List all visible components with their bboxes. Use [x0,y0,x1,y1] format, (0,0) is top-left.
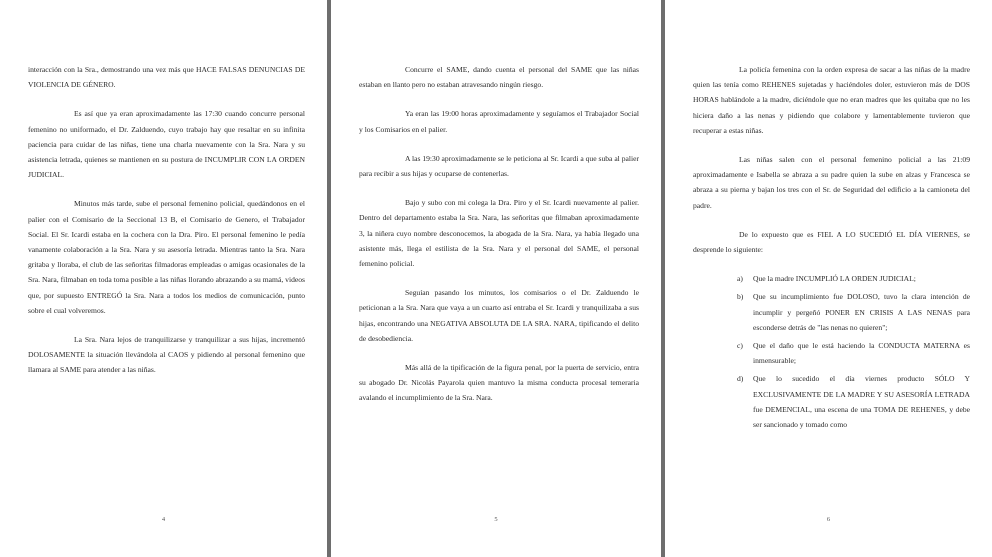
paragraph: La Sra. Nara lejos de tranquilizarse y tranquilizar a sus hijas, incrementó DOLOSAMENTE la situación llevándola al CAOS y pidiendo al personal femenino que llamara al SAME para atender a las niñas. [28,335,305,375]
paragraph: De lo expuesto que es FIEL A LO SUCEDIÓ EL DÍA VIERNES, se desprende lo siguiente: [693,229,970,255]
paragraph: Concurre el SAME, dando cuenta el personal del SAME que las niñas estaban en llanto pero no estaban atravesando ningún riesgo. [359,65,639,90]
paragraph: Las niñas salen con el personal femenino policial a las 21:09 aproximadamente e Isabella se abraza a su padre quien la sube en alzas y Francesca se abraza a su pierna y bajan los tres con el Sr. de Seguridad del edificio a la camioneta del padre. [693,155,970,210]
paragraph: La policía femenina con la orden expresa de sacar a las niñas de la madre quien las tenía como REHENES sujetadas y haciéndoles doler, estuvieron más de DOS HORAS hablándole a la madre, diciéndole que no eran madres que les quitaba que no les hiciera daño a las nenas y pidiendo que colabore y lamentablemente tuvieron que recuperar a estas niñas. [693,65,970,135]
page-number: 6 [826,516,831,523]
page-number: 5 [494,516,498,523]
paragraph: Seguían pasando los minutos, los comisarios o el Dr. Zalduendo le peticionan a la Sra. Nara que vaya a un cuarto así entraba el Sr. Icardi y tranquilizaba a sus hijas, encontrando una NEGATIVA ABSOLUTA DE LA SRA. NARA, tipificando el delito de desobediencia. [359,288,639,343]
list-item [693,289,970,335]
list-item-label: c) [737,341,743,351]
list-item-text: Que el daño que le está haciendo la CONDUCTA MATERNA es inmensurable; [753,341,970,366]
page-number: 4 [161,516,166,523]
list-item-text: Que lo sucedido el día viernes producto SÓLO Y EXCLUSIVAMENTE DE LA MADRE Y SU ASESORÍA LETRADA fue DEMENCIAL, una escena de una TOMA DE REHENES, y debe ser sancionado y tomado como [753,374,970,430]
page-text [28,62,305,392]
list-item-label: a) [737,274,743,284]
conclusions-list [693,271,970,432]
page-text [693,62,970,435]
list-item-text: Que la madre INCUMPLIÓ LA ORDEN JUDICIAL; [753,274,916,284]
paragraph: interacción con la Sra., demostrando una vez más que HACE FALSAS DENUNCIAS DE VIOLENCIA DE GÉNERO. [28,65,305,90]
page-text [359,62,639,420]
list-item [693,338,970,368]
paragraph: Bajo y subo con mi colega la Dra. Piro y el Sr. Icardi nuevamente al palier. Dentro del departamento estaba la Sra. Nara, las señoritas que filmaban aproximadamente 3, la niñera cuyo nombre desconocemos, la abogada de la Sra. Nara, ya había llegado una asistente más, llega el estilista de la Sra. Nara y el personal del SAME, el personal femenino policial. [359,198,639,269]
list-item-label: b) [737,292,744,302]
paragraph: Más allá de la tipificación de la figura penal, por la puerta de servicio, entra su abogado Dr. Nicolás Payarola quien mantuvo la misma conducta procesal temeraria avalando el incumplimiento de la Sra. Nara. [359,363,639,403]
paragraph: Es así que ya eran aproximadamente las 17:30 cuando concurre personal femenino no uniformado, el Dr. Zalduendo, cuyo trabajo hay que resaltar en su infinita paciencia para cuidar de las niñas, tiene una charla nuevamente con la Sra. Nara y su asistencia letrada, quienes se mantienen en su postura de INCUMPLIR CON LA ORDEN JUDICIAL. [28,109,305,180]
document-page-6 [665,0,992,557]
list-item [693,271,970,286]
paragraph: Minutos más tarde, sube el personal femenino policial, quedándonos en el palier con el Comisario de la Seccional 13 B, el Comisario de Genero, el Trabajador Social. El Sr. Icardi estaba en la cochera con la Dra. Piro. El personal femenino le pedía vanamente colaboración a la Sra. Nara y su asesoría letrada. Mientras tanto la Sra. Nara gritaba y lloraba, el club de las señoritas filmadoras empleadas o amigas ocasionales de la Sra. Nara, filmaban en toda toma posible a las niñas llorando abrazando a su mamá, videos que, por supuesto ENTREGÓ la Sra. Nara a todos los medios de comunicación, punto sobre el cual volveremos. [28,199,305,315]
document-page-5 [331,0,661,557]
document-page-4 [0,0,327,557]
list-item [693,371,970,432]
list-item-text: Que su incumplimiento fue DOLOSO, tuvo la clara intención de incumplir y pergeñó PONER EN CRISIS A LAS NENAS para esconderse detrás de "las nenas no quieren"; [753,292,970,332]
paragraph: Ya eran las 19:00 horas aproximadamente y seguíamos el Trabajador Social y los Comisarios en el palier. [359,109,639,134]
paragraph: A las 19:30 aproximadamente se le peticiona al Sr. Icardi a que suba al palier para recibir a sus hijas y ocuparse de contenerlas. [359,153,639,179]
list-item-label: d) [737,374,744,384]
